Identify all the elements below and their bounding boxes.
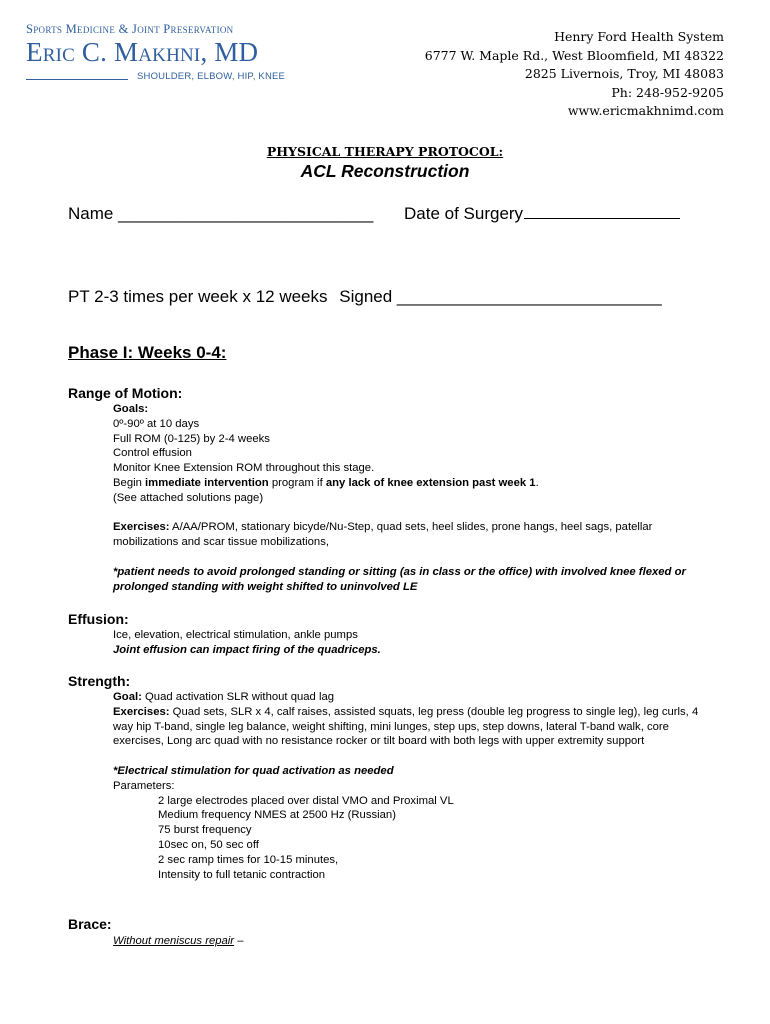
rom-goal-item: Monitor Knee Extension ROM throughout this stage. [113,462,375,475]
strength-exercises-label: Exercises: [113,705,170,718]
brace-heading: Brace: [68,916,112,932]
letterhead-rule [26,79,128,80]
rom-goal-item: Control effusion [113,447,192,460]
parameter-item: Medium frequency NMES at 2500 Hz (Russian) [158,809,396,822]
address-line-2: 2825 Livernois, Troy, MI 48083 [524,66,724,81]
phase-1-heading: Phase I: Weeks 0-4: [68,343,227,362]
rom-goal-item: 0º-90º at 10 days [113,417,200,430]
surgery-date-field [404,204,680,224]
specialty-row [26,69,306,85]
signed-label: Signed [339,287,393,306]
parameter-item: 75 burst frequency [158,824,252,837]
doctor-name: Eric C. Makhni, MD [26,37,259,67]
rom-exercises [113,520,703,550]
specialty-text: SHOULDER, ELBOW, HIP, KNEE [137,71,286,82]
strength-goal-label: Goal: [113,691,142,703]
parameters-list [113,794,703,883]
effusion-text: Ice, elevation, electrical stimulation, ankle pumps [113,629,358,641]
standing-warning: *patient needs to avoid prolonged standing or sitting (as in class or the office) with involved knee flexed or prolonged standing with weight shifted to uninvolved LE [113,565,686,593]
lack-extension-text: any lack of knee extension past week 1 [325,476,536,489]
begin-intervention-line [113,476,703,491]
parameter-item: 2 sec ramp times for 10-15 minutes, [158,853,339,866]
strength-heading: Strength: [68,673,131,689]
strength-goal-text: Quad activation SLR without quad lag [141,691,335,703]
signed-blank[interactable]: ____________________________ [396,287,662,306]
name-label: Name [68,204,114,223]
strength-goal [113,690,703,705]
begin-suffix: . [535,476,539,489]
begin-mid: program if [268,476,326,489]
effusion-heading: Effusion: [68,611,129,627]
pt-frequency: PT 2-3 times per week x 12 weeks [68,287,328,306]
strength-exercises-text: Quad sets, SLR x 4, calf raises, assisted squats, leg press (double leg progress to single leg), leg curls, 4 way hip T-band, single leg balance, weight shifting, mini lunges, step ups, step downs, lateral T-band walk, core exercises, Long arc quad with no resistance rocker or tilt board with both legs with upper extremity support [113,705,699,748]
protocol-title: PHYSICAL THERAPY PROTOCOL: [266,144,504,159]
phone-number: Ph: 248-952-9205 [611,84,724,100]
see-attached-note: (See attached solutions page) [113,491,264,504]
procedure-title: ACL Reconstruction [300,161,470,181]
rom-heading: Range of Motion: [68,385,183,401]
address-block [425,28,724,121]
parameters-label: Parameters: [113,779,175,792]
rom-exercises-text: A/AA/PROM, stationary bicyde/Nu-Step, quad sets, heel slides, prone hangs, heel sags, patellar mobilizations and scar tissue mobilizations, [113,521,653,549]
effusion-section [113,628,703,658]
brace-section [113,934,703,949]
parameter-item: 10sec on, 50 sec off [158,838,259,851]
strength-section [113,690,703,882]
rom-goal-item: Full ROM (0-125) by 2-4 weeks [113,432,270,445]
without-meniscus-repair: Without meniscus repair [113,935,235,947]
brace-dash: – [234,935,244,947]
rom-section [113,402,703,594]
parameter-item: 2 large electrodes placed over distal VMO and Proximal VL [158,794,454,807]
immediate-intervention-text: immediate intervention [145,476,269,489]
name-blank[interactable]: ___________________________ [118,204,374,223]
name-field [68,204,373,224]
surgery-date-blank[interactable] [524,204,680,219]
letterhead-logo [26,22,306,85]
rom-goals-label: Goals: [113,403,149,415]
estim-heading: *Electrical stimulation for quad activation as needed [113,764,394,777]
brace-line [113,934,703,949]
organization-name: Henry Ford Health System [554,29,724,44]
begin-prefix: Begin [113,476,146,489]
surgery-date-label: Date of Surgery [404,204,524,223]
parameter-item: Intensity to full tetanic contraction [158,868,326,881]
practice-tagline: Sports Medicine & Joint Preservation [26,22,234,36]
address-line-1: 6777 W. Maple Rd., West Bloomfield, MI 48322 [424,47,724,63]
frequency-signed-line [68,287,662,307]
strength-exercises [113,705,703,749]
website[interactable]: www.ericmakhnimd.com [567,103,724,118]
rom-exercises-label: Exercises: [113,521,170,534]
effusion-note: Joint effusion can impact firing of the quadriceps. [113,643,381,656]
